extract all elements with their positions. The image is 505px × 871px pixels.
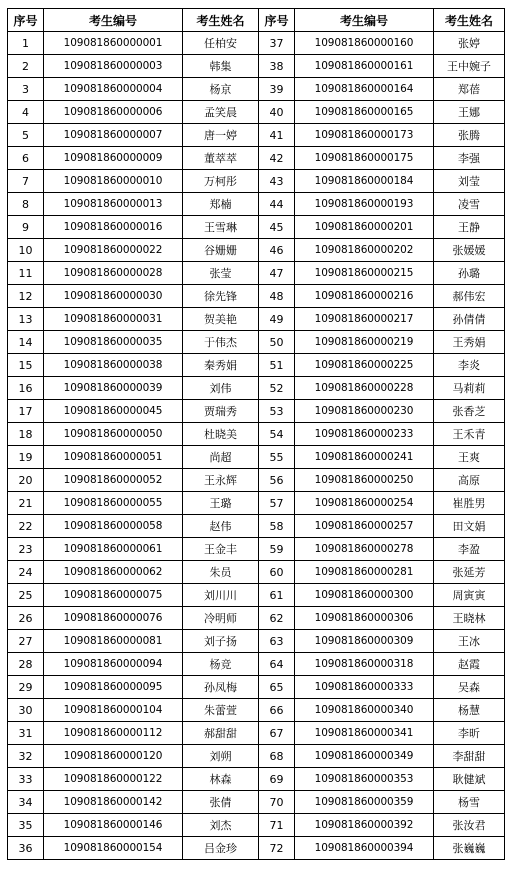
serial-cell: 68 [259,745,295,768]
candidate-name-cell: 郝甜甜 [183,722,259,745]
candidate-name-cell: 任柏安 [183,32,259,55]
candidate-name-cell: 于伟杰 [183,331,259,354]
table-row [8,469,505,492]
candidate-id-cell: 109081860000045 [44,400,183,423]
serial-cell: 60 [259,561,295,584]
candidate-name-cell: 张腾 [434,124,505,147]
candidate-name-cell: 刘川川 [183,584,259,607]
serial-cell: 57 [259,492,295,515]
candidate-id-cell: 109081860000278 [295,538,434,561]
candidate-id-cell: 109081860000257 [295,515,434,538]
table-row [8,607,505,630]
candidate-name-cell: 谷姗姗 [183,239,259,262]
candidate-name-cell: 王冰 [434,630,505,653]
candidate-name-cell: 崔胜男 [434,492,505,515]
serial-cell: 64 [259,653,295,676]
candidate-id-cell: 109081860000004 [44,78,183,101]
table-row [8,837,505,860]
candidate-name-cell: 刘朔 [183,745,259,768]
serial-cell: 4 [8,101,44,124]
candidate-id-cell: 109081860000081 [44,630,183,653]
serial-cell: 59 [259,538,295,561]
candidate-id-cell: 109081860000112 [44,722,183,745]
serial-cell: 52 [259,377,295,400]
table-row [8,147,505,170]
candidate-name-cell: 王璐 [183,492,259,515]
serial-cell: 72 [259,837,295,860]
candidate-table [7,8,505,860]
candidate-name-cell: 张延芳 [434,561,505,584]
candidate-name-cell: 张香芝 [434,400,505,423]
candidate-name-cell: 张婷 [434,32,505,55]
serial-cell: 43 [259,170,295,193]
table-row [8,216,505,239]
serial-cell: 29 [8,676,44,699]
serial-cell: 65 [259,676,295,699]
table-row [8,331,505,354]
candidate-id-cell: 109081860000035 [44,331,183,354]
candidate-name-cell: 王娜 [434,101,505,124]
candidate-id-cell: 109081860000392 [295,814,434,837]
candidate-name-cell: 刘莹 [434,170,505,193]
candidate-id-cell: 109081860000359 [295,791,434,814]
serial-cell: 37 [259,32,295,55]
serial-cell: 48 [259,285,295,308]
table-row [8,262,505,285]
candidate-id-cell: 109081860000016 [44,216,183,239]
candidate-id-cell: 109081860000219 [295,331,434,354]
table-row [8,446,505,469]
candidate-name-cell: 尚超 [183,446,259,469]
candidate-id-cell: 109081860000241 [295,446,434,469]
candidate-name-cell: 张莹 [183,262,259,285]
candidate-name-cell: 杨竞 [183,653,259,676]
candidate-name-cell: 张媛媛 [434,239,505,262]
serial-cell: 36 [8,837,44,860]
table-row [8,791,505,814]
candidate-name-cell: 冷明师 [183,607,259,630]
table-row [8,768,505,791]
candidate-id-cell: 109081860000333 [295,676,434,699]
candidate-name-cell: 徐先锋 [183,285,259,308]
candidate-id-cell: 109081860000051 [44,446,183,469]
candidate-id-cell: 109081860000228 [295,377,434,400]
candidate-id-cell: 109081860000215 [295,262,434,285]
candidate-name-cell: 孙璐 [434,262,505,285]
candidate-name-cell: 王永辉 [183,469,259,492]
candidate-name-cell: 朱员 [183,561,259,584]
table-header-row [8,9,505,32]
table-row [8,492,505,515]
serial-cell: 28 [8,653,44,676]
candidate-name-cell: 杜晓美 [183,423,259,446]
candidate-id-cell: 109081860000202 [295,239,434,262]
table-row [8,561,505,584]
serial-cell: 11 [8,262,44,285]
serial-cell: 7 [8,170,44,193]
candidate-id-cell: 109081860000173 [295,124,434,147]
table-row [8,400,505,423]
serial-cell: 41 [259,124,295,147]
candidate-id-cell: 109081860000001 [44,32,183,55]
serial-cell: 16 [8,377,44,400]
candidate-id-cell: 109081860000160 [295,32,434,55]
table-row [8,538,505,561]
serial-cell: 39 [259,78,295,101]
serial-cell: 26 [8,607,44,630]
candidate-id-cell: 109081860000003 [44,55,183,78]
table-row [8,630,505,653]
candidate-id-cell: 109081860000217 [295,308,434,331]
candidate-id-cell: 109081860000039 [44,377,183,400]
candidate-name-cell: 王晓林 [434,607,505,630]
candidate-name-cell: 赵霞 [434,653,505,676]
candidate-name-cell: 李甜甜 [434,745,505,768]
candidate-name-cell: 刘子扬 [183,630,259,653]
table-row [8,699,505,722]
serial-cell: 63 [259,630,295,653]
candidate-id-cell: 109081860000250 [295,469,434,492]
candidate-id-cell: 109081860000341 [295,722,434,745]
serial-cell: 23 [8,538,44,561]
serial-cell: 47 [259,262,295,285]
header-candidate-name-left: 考生姓名 [183,9,259,32]
candidate-id-cell: 109081860000028 [44,262,183,285]
candidate-id-cell: 109081860000161 [295,55,434,78]
candidate-id-cell: 109081860000058 [44,515,183,538]
candidate-id-cell: 109081860000094 [44,653,183,676]
candidate-id-cell: 109081860000165 [295,101,434,124]
candidate-id-cell: 109081860000309 [295,630,434,653]
candidate-name-cell: 吕金珍 [183,837,259,860]
candidate-id-cell: 109081860000038 [44,354,183,377]
serial-cell: 27 [8,630,44,653]
candidate-name-cell: 吴森 [434,676,505,699]
candidate-id-cell: 109081860000050 [44,423,183,446]
candidate-name-cell: 李昕 [434,722,505,745]
candidate-name-cell: 万柯彤 [183,170,259,193]
candidate-id-cell: 109081860000318 [295,653,434,676]
serial-cell: 20 [8,469,44,492]
candidate-id-cell: 109081860000184 [295,170,434,193]
serial-cell: 71 [259,814,295,837]
serial-cell: 38 [259,55,295,78]
candidate-id-cell: 109081860000281 [295,561,434,584]
serial-cell: 18 [8,423,44,446]
serial-cell: 1 [8,32,44,55]
candidate-name-cell: 唐一婷 [183,124,259,147]
table-row [8,170,505,193]
header-serial-left: 序号 [8,9,44,32]
candidate-id-cell: 109081860000076 [44,607,183,630]
candidate-list [7,8,505,860]
candidate-name-cell: 林森 [183,768,259,791]
candidate-name-cell: 李盈 [434,538,505,561]
serial-cell: 8 [8,193,44,216]
candidate-id-cell: 109081860000340 [295,699,434,722]
serial-cell: 9 [8,216,44,239]
serial-cell: 19 [8,446,44,469]
candidate-id-cell: 109081860000006 [44,101,183,124]
serial-cell: 5 [8,124,44,147]
candidate-id-cell: 109081860000154 [44,837,183,860]
serial-cell: 17 [8,400,44,423]
candidate-name-cell: 李强 [434,147,505,170]
candidate-name-cell: 杨雪 [434,791,505,814]
candidate-name-cell: 王中婉子 [434,55,505,78]
serial-cell: 6 [8,147,44,170]
candidate-id-cell: 109081860000104 [44,699,183,722]
table-row [8,676,505,699]
header-candidate-name-right: 考生姓名 [434,9,505,32]
candidate-name-cell: 杨慧 [434,699,505,722]
candidate-id-cell: 109081860000394 [295,837,434,860]
candidate-id-cell: 109081860000300 [295,584,434,607]
candidate-id-cell: 109081860000075 [44,584,183,607]
candidate-name-cell: 周寅寅 [434,584,505,607]
table-row [8,515,505,538]
serial-cell: 42 [259,147,295,170]
candidate-name-cell: 郑楠 [183,193,259,216]
serial-cell: 69 [259,768,295,791]
candidate-id-cell: 109081860000216 [295,285,434,308]
candidate-name-cell: 凌雪 [434,193,505,216]
candidate-id-cell: 109081860000095 [44,676,183,699]
candidate-name-cell: 张巍巍 [434,837,505,860]
candidate-id-cell: 109081860000022 [44,239,183,262]
serial-cell: 25 [8,584,44,607]
table-row [8,285,505,308]
candidate-name-cell: 王爽 [434,446,505,469]
candidate-name-cell: 田文娟 [434,515,505,538]
serial-cell: 15 [8,354,44,377]
table-row [8,78,505,101]
candidate-name-cell: 孙凤梅 [183,676,259,699]
candidate-id-cell: 109081860000031 [44,308,183,331]
table-row [8,653,505,676]
candidate-name-cell: 韩集 [183,55,259,78]
serial-cell: 14 [8,331,44,354]
serial-cell: 54 [259,423,295,446]
serial-cell: 30 [8,699,44,722]
serial-cell: 62 [259,607,295,630]
serial-cell: 49 [259,308,295,331]
candidate-name-cell: 孟笑晨 [183,101,259,124]
table-row [8,124,505,147]
table-row [8,423,505,446]
candidate-id-cell: 109081860000010 [44,170,183,193]
header-candidate-id-right: 考生编号 [295,9,434,32]
serial-cell: 56 [259,469,295,492]
candidate-name-cell: 董萃萃 [183,147,259,170]
serial-cell: 2 [8,55,44,78]
candidate-name-cell: 耿健斌 [434,768,505,791]
candidate-name-cell: 王秀娟 [434,331,505,354]
candidate-name-cell: 刘伟 [183,377,259,400]
serial-cell: 3 [8,78,44,101]
candidate-id-cell: 109081860000175 [295,147,434,170]
candidate-id-cell: 109081860000122 [44,768,183,791]
serial-cell: 45 [259,216,295,239]
candidate-id-cell: 109081860000353 [295,768,434,791]
serial-cell: 46 [259,239,295,262]
serial-cell: 10 [8,239,44,262]
serial-cell: 35 [8,814,44,837]
serial-cell: 58 [259,515,295,538]
serial-cell: 13 [8,308,44,331]
serial-cell: 44 [259,193,295,216]
header-candidate-id-left: 考生编号 [44,9,183,32]
serial-cell: 12 [8,285,44,308]
serial-cell: 66 [259,699,295,722]
candidate-name-cell: 张倩 [183,791,259,814]
candidate-name-cell: 贺美艳 [183,308,259,331]
candidate-id-cell: 109081860000052 [44,469,183,492]
candidate-id-cell: 109081860000201 [295,216,434,239]
serial-cell: 50 [259,331,295,354]
candidate-id-cell: 109081860000306 [295,607,434,630]
candidate-id-cell: 109081860000164 [295,78,434,101]
serial-cell: 31 [8,722,44,745]
candidate-id-cell: 109081860000230 [295,400,434,423]
candidate-name-cell: 马莉莉 [434,377,505,400]
candidate-name-cell: 郑蓓 [434,78,505,101]
candidate-name-cell: 李炎 [434,354,505,377]
table-row [8,55,505,78]
candidate-id-cell: 109081860000007 [44,124,183,147]
serial-cell: 34 [8,791,44,814]
candidate-id-cell: 109081860000225 [295,354,434,377]
candidate-id-cell: 109081860000142 [44,791,183,814]
serial-cell: 67 [259,722,295,745]
serial-cell: 61 [259,584,295,607]
candidate-name-cell: 王金丰 [183,538,259,561]
serial-cell: 33 [8,768,44,791]
serial-cell: 21 [8,492,44,515]
table-row [8,32,505,55]
table-row [8,101,505,124]
table-row [8,354,505,377]
candidate-name-cell: 张汝君 [434,814,505,837]
candidate-id-cell: 109081860000009 [44,147,183,170]
table-row [8,193,505,216]
table-row [8,377,505,400]
candidate-id-cell: 109081860000062 [44,561,183,584]
candidate-name-cell: 孙倩倩 [434,308,505,331]
candidate-name-cell: 王静 [434,216,505,239]
candidate-id-cell: 109081860000013 [44,193,183,216]
candidate-name-cell: 高原 [434,469,505,492]
serial-cell: 70 [259,791,295,814]
serial-cell: 22 [8,515,44,538]
candidate-id-cell: 109081860000193 [295,193,434,216]
candidate-id-cell: 109081860000120 [44,745,183,768]
candidate-name-cell: 赵伟 [183,515,259,538]
candidate-name-cell: 秦秀娟 [183,354,259,377]
table-row [8,722,505,745]
candidate-id-cell: 109081860000349 [295,745,434,768]
table-row [8,308,505,331]
candidate-name-cell: 王禾青 [434,423,505,446]
candidate-id-cell: 109081860000254 [295,492,434,515]
serial-cell: 32 [8,745,44,768]
table-row [8,239,505,262]
candidate-name-cell: 刘杰 [183,814,259,837]
candidate-id-cell: 109081860000146 [44,814,183,837]
candidate-id-cell: 109081860000055 [44,492,183,515]
candidate-name-cell: 朱蕾萱 [183,699,259,722]
table-row [8,814,505,837]
header-serial-right: 序号 [259,9,295,32]
candidate-name-cell: 贾瑞秀 [183,400,259,423]
table-row [8,584,505,607]
serial-cell: 40 [259,101,295,124]
candidate-name-cell: 王雪琳 [183,216,259,239]
table-body [8,32,505,860]
candidate-id-cell: 109081860000233 [295,423,434,446]
serial-cell: 51 [259,354,295,377]
serial-cell: 24 [8,561,44,584]
serial-cell: 53 [259,400,295,423]
candidate-id-cell: 109081860000030 [44,285,183,308]
candidate-name-cell: 郝伟宏 [434,285,505,308]
serial-cell: 55 [259,446,295,469]
candidate-name-cell: 杨京 [183,78,259,101]
table-row [8,745,505,768]
candidate-id-cell: 109081860000061 [44,538,183,561]
